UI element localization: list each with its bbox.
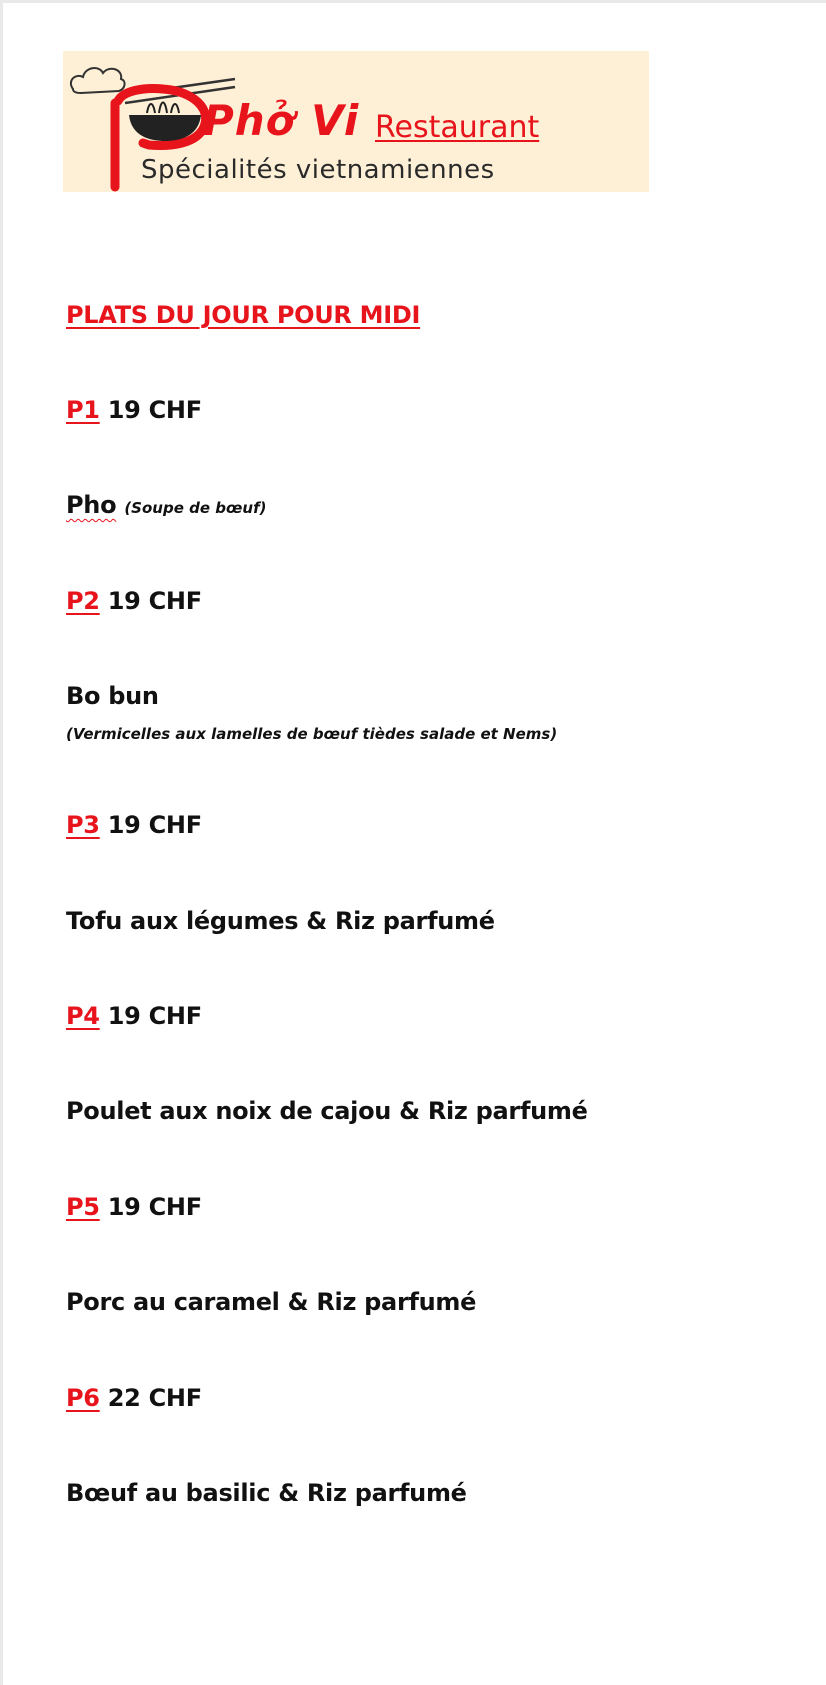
restaurant-logo bbox=[63, 51, 649, 192]
item-code: P4 bbox=[66, 1002, 100, 1030]
item-price: 19 CHF bbox=[107, 811, 202, 839]
item-p4-dish: Poulet aux noix de cajou & Riz parfumé bbox=[66, 1097, 588, 1125]
item-p3-header bbox=[66, 811, 202, 839]
item-price: 19 CHF bbox=[107, 587, 202, 615]
item-p1-dish bbox=[66, 491, 266, 519]
logo-tagline: Spécialités vietnamiennes bbox=[141, 155, 495, 185]
item-code: P3 bbox=[66, 811, 100, 839]
item-p2-header bbox=[66, 587, 202, 615]
item-p4-header bbox=[66, 1002, 202, 1030]
item-note: (Soupe de bœuf) bbox=[124, 499, 267, 517]
logo-word: Restaurant bbox=[375, 110, 540, 145]
item-p5-header bbox=[66, 1193, 202, 1221]
chef-hat-icon bbox=[71, 68, 125, 93]
item-price: 19 CHF bbox=[107, 1002, 202, 1030]
item-p3-dish: Tofu aux légumes & Riz parfumé bbox=[66, 907, 495, 935]
item-code: P6 bbox=[66, 1384, 100, 1412]
item-price: 22 CHF bbox=[107, 1384, 202, 1412]
logo-brand: Phở Vi bbox=[203, 96, 360, 145]
item-code: P1 bbox=[66, 396, 100, 424]
menu-page bbox=[3, 3, 826, 1685]
item-p6-dish: Bœuf au basilic & Riz parfumé bbox=[66, 1479, 467, 1507]
item-p5-dish: Porc au caramel & Riz parfumé bbox=[66, 1288, 477, 1316]
item-p1-header bbox=[66, 396, 202, 424]
item-p6-header bbox=[66, 1384, 202, 1412]
item-code: P5 bbox=[66, 1193, 100, 1221]
item-code: P2 bbox=[66, 587, 100, 615]
item-price: 19 CHF bbox=[107, 1193, 202, 1221]
item-p2-note: (Vermicelles aux lamelles de bœuf tièdes salade et Nems) bbox=[66, 725, 558, 743]
menu-heading: PLATS DU JOUR POUR MIDI bbox=[66, 301, 421, 329]
item-p2-dish: Bo bun bbox=[66, 682, 159, 710]
item-name: Pho bbox=[66, 491, 117, 519]
item-price: 19 CHF bbox=[107, 396, 202, 424]
